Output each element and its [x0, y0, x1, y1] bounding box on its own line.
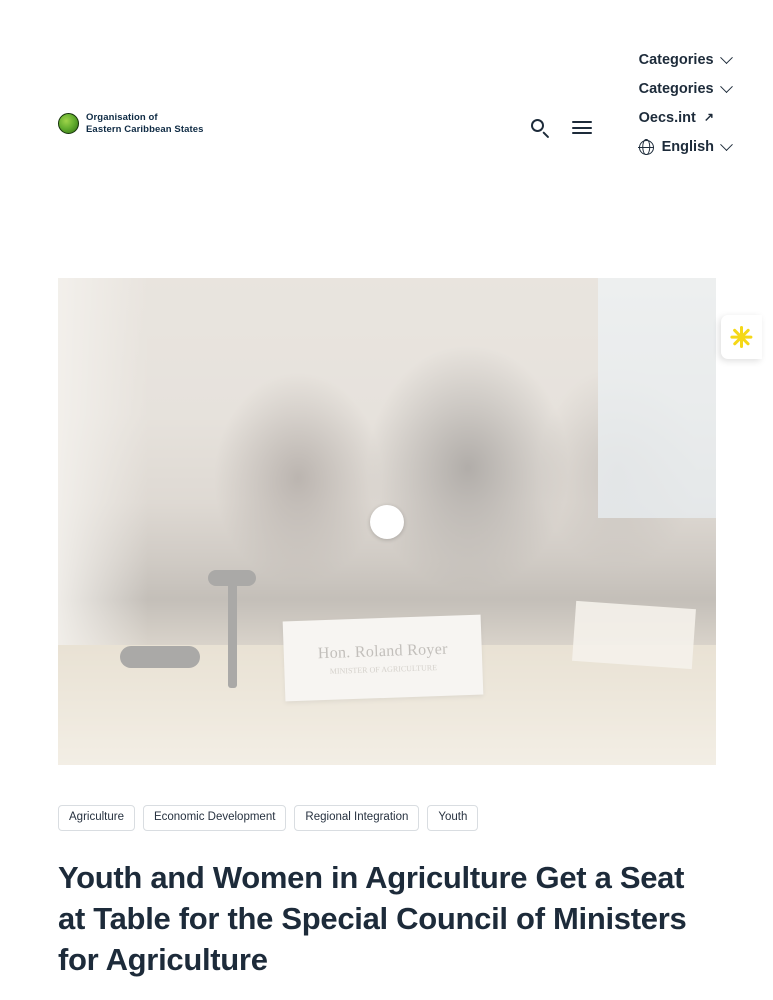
menu-bar-2	[572, 127, 592, 129]
brand-text	[86, 112, 204, 135]
search-handle	[542, 131, 549, 138]
search-lens	[531, 119, 544, 132]
tag-youth[interactable]: Youth	[427, 805, 478, 831]
hamburger-menu-icon[interactable]	[572, 117, 592, 137]
site-header	[0, 0, 773, 215]
nav-item-categories-1[interactable]	[639, 52, 731, 68]
nav-item-language[interactable]	[639, 139, 731, 155]
globe-leaf-logo-icon	[58, 113, 79, 134]
article-hero-media[interactable]	[58, 278, 716, 765]
chevron-down-icon	[720, 138, 733, 151]
asterisk-accessibility-icon	[731, 326, 753, 348]
play-button-icon[interactable]	[370, 505, 404, 539]
brand-line-1: Organisation of	[86, 112, 158, 123]
chevron-down-icon	[720, 80, 733, 93]
nav-item-oecs-int[interactable]	[639, 110, 714, 126]
chevron-down-icon	[720, 51, 733, 64]
globe-icon	[639, 140, 654, 155]
arrow-up-right-icon: ↗	[703, 110, 714, 124]
tag-agriculture[interactable]: Agriculture	[58, 805, 135, 831]
search-icon[interactable]	[529, 117, 551, 139]
article-tag-list	[58, 805, 478, 831]
page-title: Youth and Women in Agriculture Get a Seat at Table for the Special Council of Ministers for Agriculture	[58, 859, 687, 977]
nav-label-oecs-int: Oecs.int	[638, 110, 696, 126]
menu-bar-1	[572, 121, 592, 123]
accessibility-widget-button[interactable]	[721, 315, 762, 359]
tag-economic-development[interactable]: Economic Development	[143, 805, 286, 831]
nav-label-categories-2: Categories	[638, 81, 714, 97]
primary-nav	[639, 52, 731, 155]
nav-item-categories-2[interactable]	[639, 81, 731, 97]
tag-regional-integration[interactable]: Regional Integration	[294, 805, 419, 831]
nav-label-categories-1: Categories	[638, 52, 714, 68]
brand-line-2: Eastern Caribbean States	[86, 123, 204, 135]
menu-bar-3	[572, 132, 592, 134]
nav-label-language: English	[661, 139, 714, 155]
site-logo[interactable]	[58, 112, 204, 135]
